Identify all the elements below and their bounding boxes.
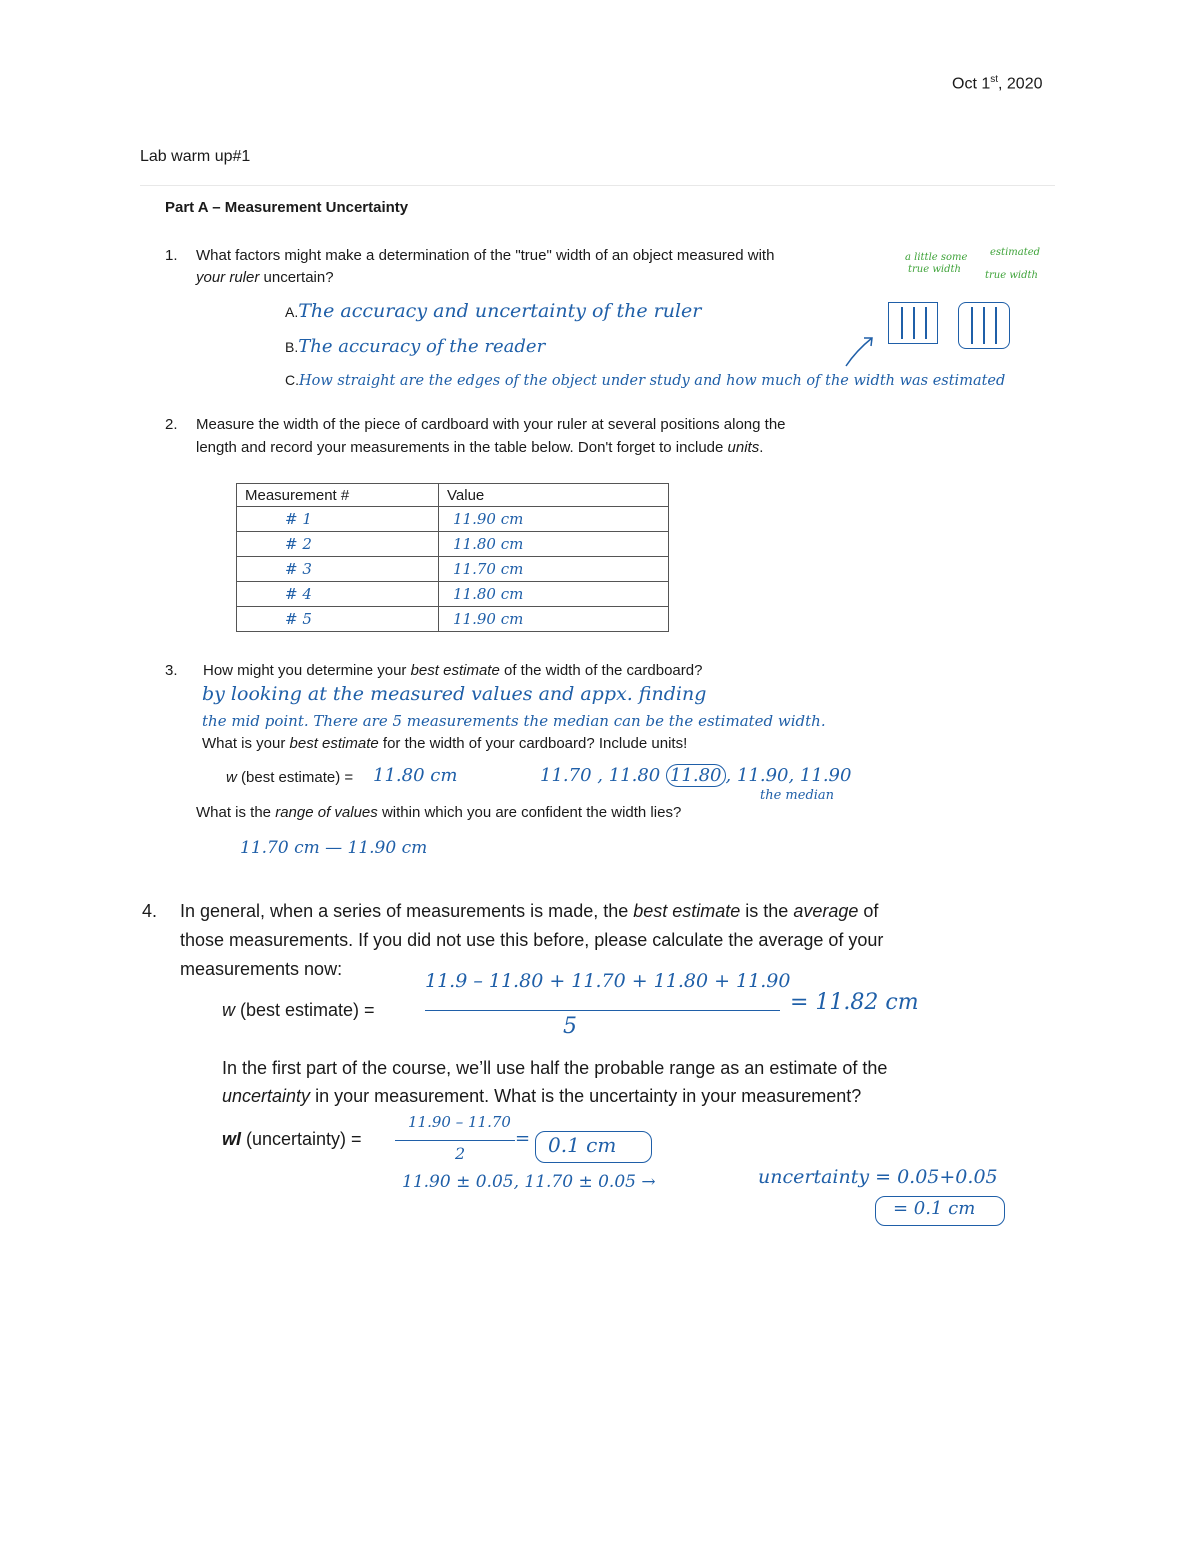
table-row: [237, 557, 669, 582]
answer-1a: A.The accuracy and uncertainty of the ruler: [285, 300, 702, 322]
q4-extra-result: = 0.1 cm: [893, 1198, 976, 1219]
answer-1c: C.How straight are the edges of the object under study and how much of the width was estimated: [285, 372, 1006, 389]
table-cell-num: # 2: [237, 532, 439, 557]
answer-1b: B.The accuracy of the reader: [285, 336, 546, 357]
q3-median-circle: 11.80: [666, 764, 726, 787]
question-3-line1: How might you determine your best estimate of the width of the cardboard?: [203, 662, 703, 679]
q4-fraction-line: [425, 1010, 780, 1011]
q4-wi-label: wI (uncertainty) =: [222, 1129, 362, 1149]
table-row: [237, 607, 669, 632]
q3-w-value: 11.80 cm: [373, 765, 458, 786]
sketch-ruler-left: [888, 302, 938, 344]
table-row: [237, 507, 669, 532]
q4-unc-denominator: 2: [455, 1144, 466, 1163]
question-4-line1: In general, when a series of measurements is made, the best estimate is the average of: [180, 901, 879, 921]
table-header-measurement: Measurement #: [237, 484, 439, 507]
part-title: Part A – Measurement Uncertainty: [165, 199, 409, 216]
question-3-range: What is the range of values within which you are confident the width lies?: [196, 804, 682, 821]
question-1-line1: What factors might make a determination of the "true" width of an object measured with: [196, 247, 775, 264]
table-cell-num: # 3: [237, 557, 439, 582]
sketch-arrow-icon: [840, 330, 880, 370]
q4-paragraph-line2: uncertainty in your measurement. What is the uncertainty in your measurement?: [222, 1086, 862, 1106]
question-4-line2: those measurements. If you did not use this before, please calculate the average of your: [180, 930, 884, 950]
q4-result: = 11.82 cm: [790, 990, 919, 1015]
sketch-label-a: a little some: [905, 252, 968, 263]
q4-numerator: 11.9 – 11.80 + 11.70 + 11.80 + 11.90: [425, 970, 791, 992]
q3-median-note: the median: [760, 788, 835, 803]
question-2-line1: Measure the width of the piece of cardboard with your ruler at several positions along the: [196, 416, 786, 433]
sketch-label-b: estimated: [990, 247, 1041, 258]
q3-sorted-values: 11.70 , 11.80 11.80 , 11.90, 11.90: [540, 765, 852, 786]
measurement-table: [236, 483, 669, 632]
q4-unc-result: 0.1 cm: [548, 1133, 617, 1157]
question-4-number: 4.: [142, 901, 158, 921]
answer-3-line1: by looking at the measured values and appx. finding: [202, 683, 707, 705]
answer-3-range: 11.70 cm — 11.90 cm: [240, 838, 428, 858]
table-cell-num: # 5: [237, 607, 439, 632]
table-row: [237, 582, 669, 607]
sketch-label-c: true width: [908, 264, 961, 275]
table-cell-value: 11.70 cm: [439, 557, 669, 582]
answer-3-line2: the mid point. There are 5 measurements the median can be the estimated width.: [202, 712, 826, 730]
sketch-ruler-right: [958, 302, 1010, 349]
divider: [140, 185, 1055, 186]
question-4-line3: measurements now:: [180, 959, 343, 979]
question-2-number: 2.: [165, 416, 178, 433]
table-row: [237, 532, 669, 557]
q4-paragraph-line1: In the first part of the course, we’ll use half the probable range as an estimate of the: [222, 1058, 888, 1078]
q4-unc-numerator: 11.90 – 11.70: [408, 1113, 511, 1131]
table-cell-num: # 4: [237, 582, 439, 607]
question-1-line2: your ruler uncertain?: [196, 269, 334, 286]
q4-w-label: w (best estimate) =: [222, 1000, 375, 1020]
lab-title: Lab warm up#1: [140, 148, 251, 165]
q4-extra-line: 11.90 ± 0.05, 11.70 ± 0.05 →: [402, 1172, 656, 1192]
q4-unc-fraction-line: [395, 1140, 515, 1141]
q4-extra-unc: uncertainty = 0.05+0.05: [758, 1166, 998, 1188]
sketch-label-d: true width: [985, 270, 1038, 281]
q3-w-label: w (best estimate) =: [226, 769, 354, 786]
q4-unc-equals: =: [515, 1128, 531, 1149]
q4-denominator: 5: [563, 1014, 577, 1039]
question-2-line2: length and record your measurements in the table below. Don't forget to include units.: [196, 439, 764, 456]
table-header-row: [237, 484, 669, 507]
question-3-line2: What is your best estimate for the width of your cardboard? Include units!: [202, 735, 688, 752]
table-header-value: Value: [439, 484, 669, 507]
table-cell-num: # 1: [237, 507, 439, 532]
table-cell-value: 11.90 cm: [439, 607, 669, 632]
question-1-number: 1.: [165, 247, 178, 264]
table-cell-value: 11.80 cm: [439, 582, 669, 607]
table-cell-value: 11.90 cm: [439, 507, 669, 532]
date: Oct 1st, 2020: [952, 74, 1043, 93]
question-3-number: 3.: [165, 662, 178, 679]
table-cell-value: 11.80 cm: [439, 532, 669, 557]
